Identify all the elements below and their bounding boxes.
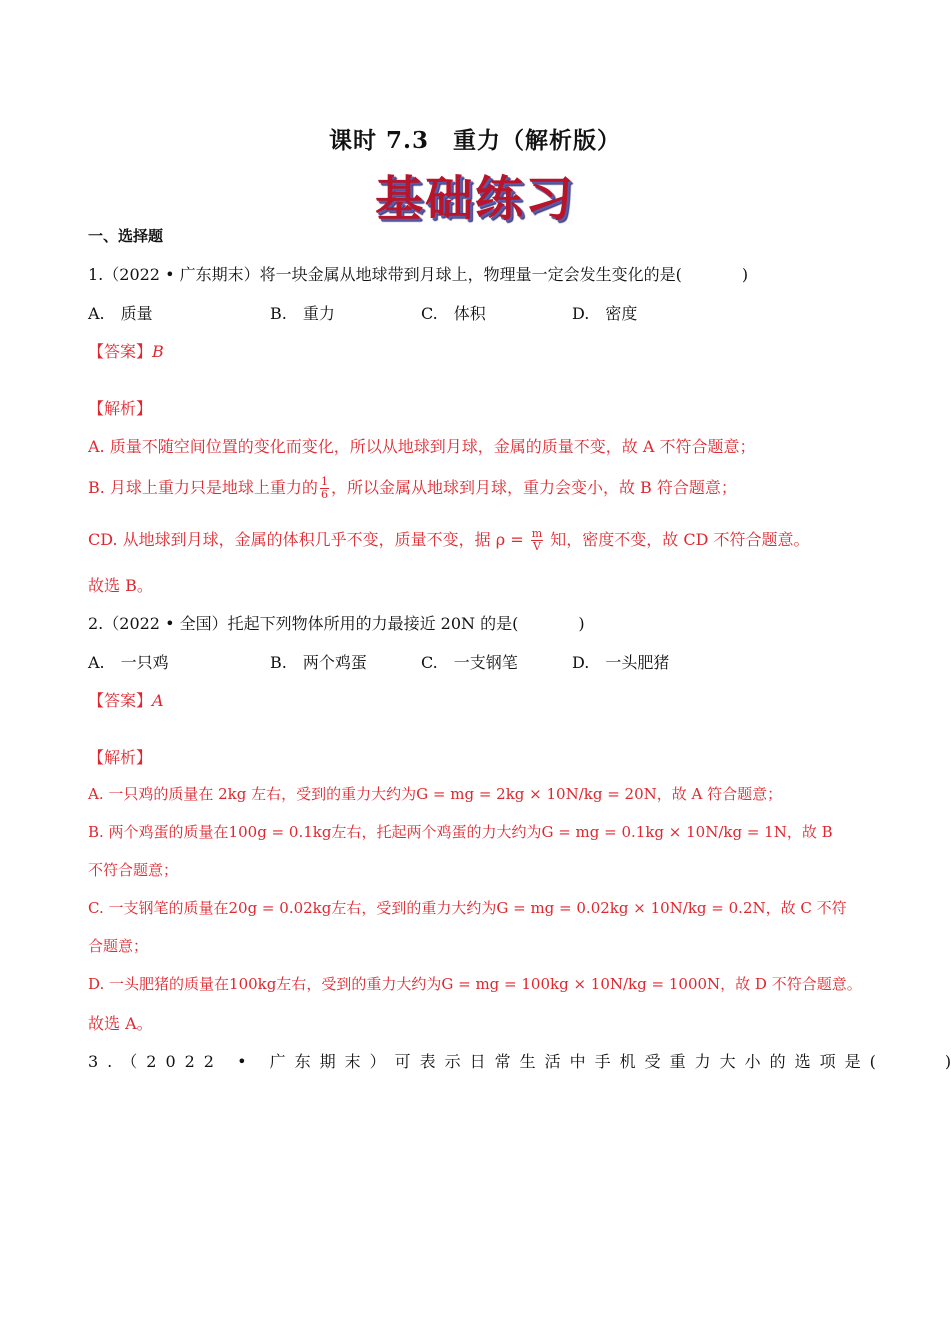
question-2-analysis-line: 不符合题意； — [88, 861, 179, 879]
question-1-text: 1.（2022 • 广东期末）将一块金属从地球带到月球上，物理量一定会发生变化的是( — [88, 265, 682, 284]
answer-label: 【答案】 — [88, 342, 153, 361]
question-1-analysis-line — [88, 475, 737, 501]
question-3-stem — [88, 1049, 951, 1072]
analysis-text: B. 月球上重力只是地球上重力的 — [88, 478, 318, 497]
question-2-stem — [88, 611, 585, 634]
question-1-option-a: A. 质量 — [88, 304, 153, 323]
question-2-analysis-line: C. 一支钢笔的质量在20g = 0.02kg左右，受到的重力大约为G = mg = 0.02kg × 10N/kg = 0.2N，故 C 不符 — [88, 899, 847, 917]
answer-label: 【答案】 — [88, 691, 153, 710]
answer-value: A — [152, 691, 164, 710]
question-1-answer — [88, 339, 164, 362]
question-3-text: 3.（2022 • 广东期末）可表示日常生活中手机受重力大小的选项是( — [88, 1052, 885, 1071]
question-2-conclusion: 故选 A。 — [88, 1014, 153, 1033]
question-1-conclusion: 故选 B。 — [88, 576, 153, 595]
question-2-text: 2.（2022 • 全国）托起下列物体所用的力最接近 20N 的是( — [88, 614, 519, 633]
question-1-analysis-line: A. 质量不随空间位置的变化而变化，所以从地球到月球，金属的质量不变，故 A 不符合题意； — [88, 437, 756, 456]
question-2-analysis-line: B. 两个鸡蛋的质量在100g = 0.1kg左右，托起两个鸡蛋的力大约为G = mg = 0.1kg × 10N/kg = 1N，故 B — [88, 823, 833, 841]
question-1-stem — [88, 262, 748, 285]
question-2-option-c: C. 一支钢笔 — [421, 653, 518, 672]
question-3-close: ) — [944, 1052, 951, 1071]
question-2-analysis-line: A. 一只鸡的质量在 2kg 左右，受到的重力大约为G = mg = 2kg × 10N/kg = 20N，故 A 符合题意； — [88, 785, 783, 803]
question-1-option-c: C. 体积 — [421, 304, 486, 323]
section-heading: 一、选择题 — [88, 227, 164, 245]
analysis-text: CD. 从地球到月球，金属的体积几乎不变，质量不变，据 ρ = — [88, 530, 529, 549]
answer-value: B — [152, 342, 164, 361]
question-2-analysis-line: D. 一头肥猪的质量在100kg左右，受到的重力大约为G = mg = 100kg × 10N/kg = 1000N，故 D 不符合题意。 — [88, 975, 862, 993]
analysis-text: 知，密度不变，故 CD 不符合题意。 — [545, 530, 810, 549]
question-1-option-b: B. 重力 — [270, 304, 335, 323]
question-2-option-a: A. 一只鸡 — [88, 653, 169, 672]
question-2-option-b: B. 两个鸡蛋 — [270, 653, 367, 672]
analysis-text: ，所以金属从地球到月球，重力会变小，故 B 符合题意； — [330, 478, 737, 497]
question-1-analysis-line — [88, 527, 810, 553]
question-2-analysis-line: 合题意； — [88, 937, 149, 955]
question-2-option-d: D. 一头肥猪 — [572, 653, 670, 672]
question-2-close: ) — [578, 614, 585, 633]
page-title: 课时 7.3 重力（解析版） — [328, 127, 622, 154]
fraction-one-sixth: $\frac{1}{6}$ — [320, 475, 328, 501]
question-2-answer — [88, 688, 164, 711]
question-1-analysis-label: 【解析】 — [88, 399, 153, 418]
question-2-analysis-label: 【解析】 — [88, 748, 153, 767]
question-1-close: ) — [741, 265, 749, 284]
question-1-option-d: D. 密度 — [572, 304, 638, 323]
banner-heading: 基础练习 — [374, 171, 575, 227]
fraction-m-over-v: $\frac{m}{V}$ — [531, 527, 543, 553]
